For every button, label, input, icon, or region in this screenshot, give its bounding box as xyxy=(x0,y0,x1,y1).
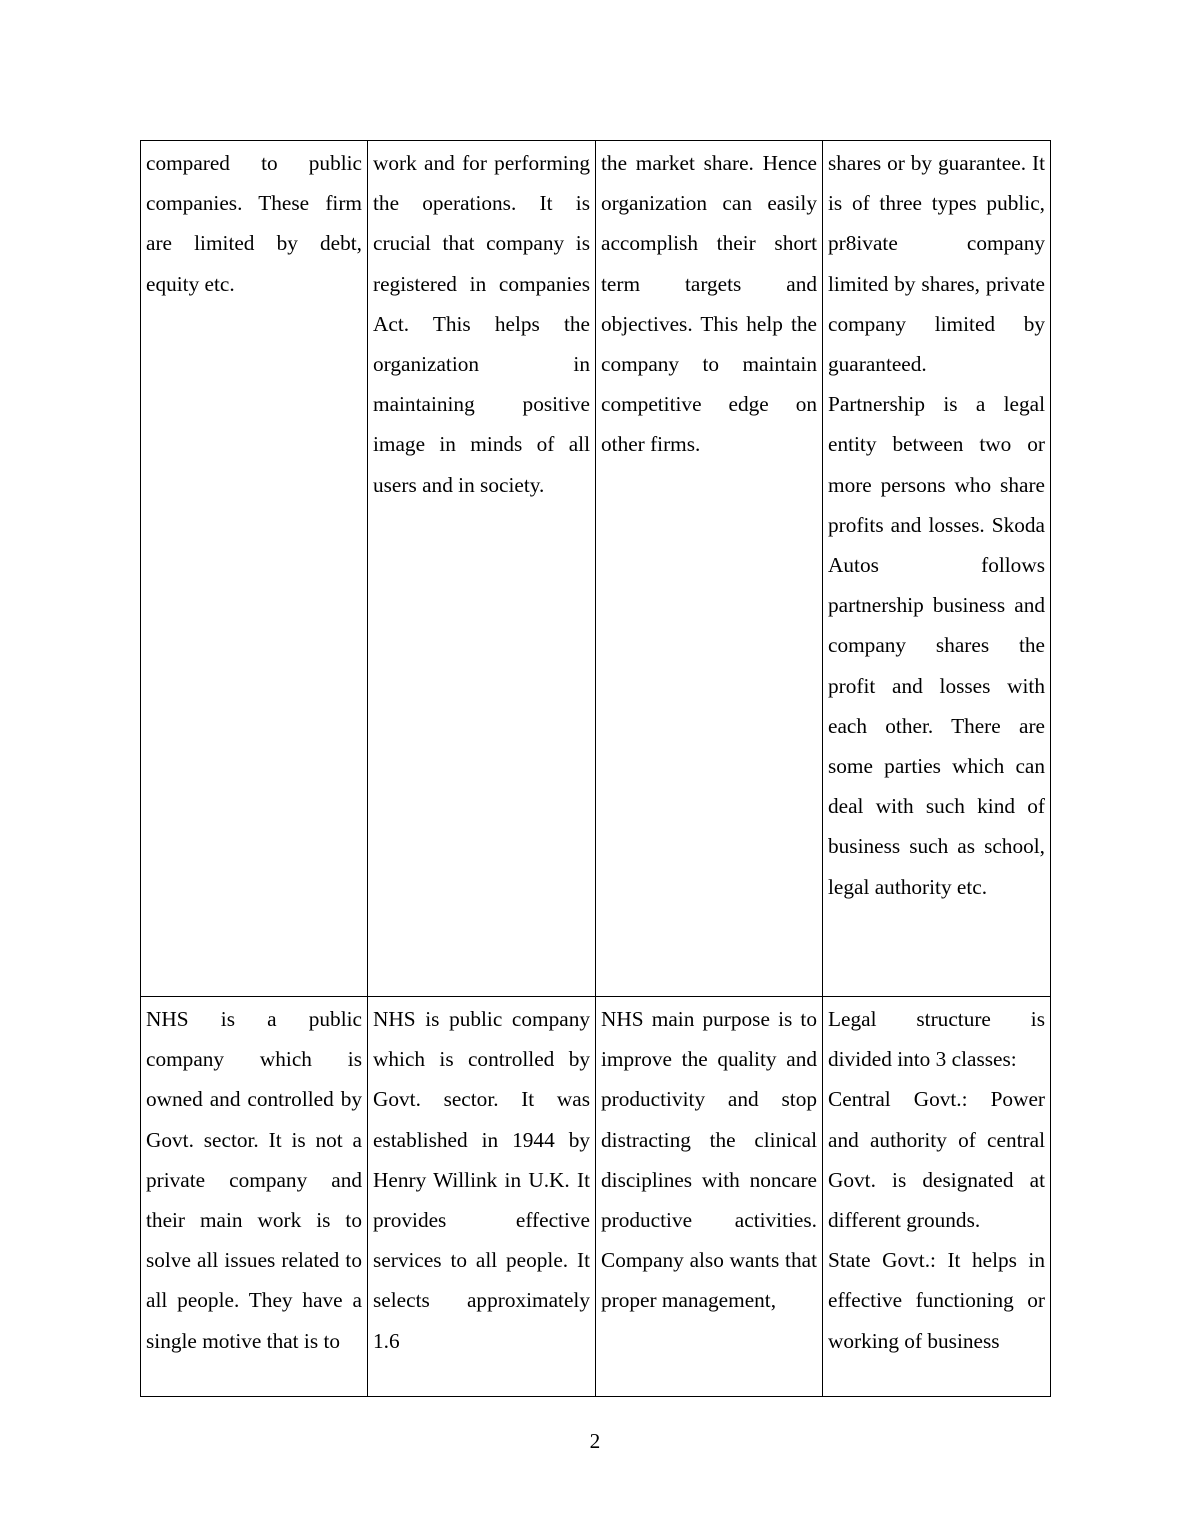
cell-paragraph: Partnership is a legal entity between two or more persons who share profits and losses. Skoda Autos follows partnership business and company shares the profit and losses with each other. There are some parties which can deal with such kind of business such as school, legal authority etc. xyxy=(828,392,1045,899)
cell-paragraph: NHS main purpose is to improve the quality and productivity and stop distracting the clinical disciplines with noncare productive activities. Company also wants that proper management, xyxy=(601,1007,817,1313)
table-cell xyxy=(823,141,1051,997)
cell-paragraph: Central Govt.: Power and authority of central Govt. is designated at different grounds. xyxy=(828,1087,1045,1233)
cell-paragraph: Legal structure is divided into 3 classes: xyxy=(828,1007,1045,1072)
cell-paragraph: the market share. Hence organization can easily accomplish their short term targets and objectives. This help the company to maintain competitive edge on other firms. xyxy=(601,151,817,457)
content-table xyxy=(140,140,1051,1397)
cell-paragraph: compared to public companies. These firm are limited by debt, equity etc. xyxy=(146,151,362,296)
cell-paragraph: State Govt.: It helps in effective functioning or working of business xyxy=(828,1248,1045,1353)
cell-paragraph: shares or by guarantee. It is of three types public, pr8ivate company limited by shares, private company limited by guaranteed. xyxy=(828,151,1045,377)
cell-paragraph: work and for performing the operations. It is crucial that company is registered in companies Act. This helps the organization in maintaining positive image in minds of all users and in society. xyxy=(373,151,590,497)
page-number: 2 xyxy=(589,1429,601,1453)
table-cell xyxy=(141,997,368,1397)
cell-paragraph: NHS is a public company which is owned and controlled by Govt. sector. It is not a private company and their main work is to solve all issues related to all people. They have a single motive that is to xyxy=(146,1007,362,1353)
table-cell xyxy=(368,997,596,1397)
table-row xyxy=(141,997,1051,1397)
table-cell xyxy=(596,997,823,1397)
table-cell xyxy=(368,141,596,997)
table-cell xyxy=(823,997,1051,1397)
table-cell xyxy=(596,141,823,997)
table-row xyxy=(141,141,1051,997)
cell-paragraph: NHS is public company which is controlled by Govt. sector. It was established in 1944 by Henry Willink in U.K. It provides effective services to all people. It selects approximately 1.6 xyxy=(373,1007,590,1353)
table-cell xyxy=(141,141,368,997)
